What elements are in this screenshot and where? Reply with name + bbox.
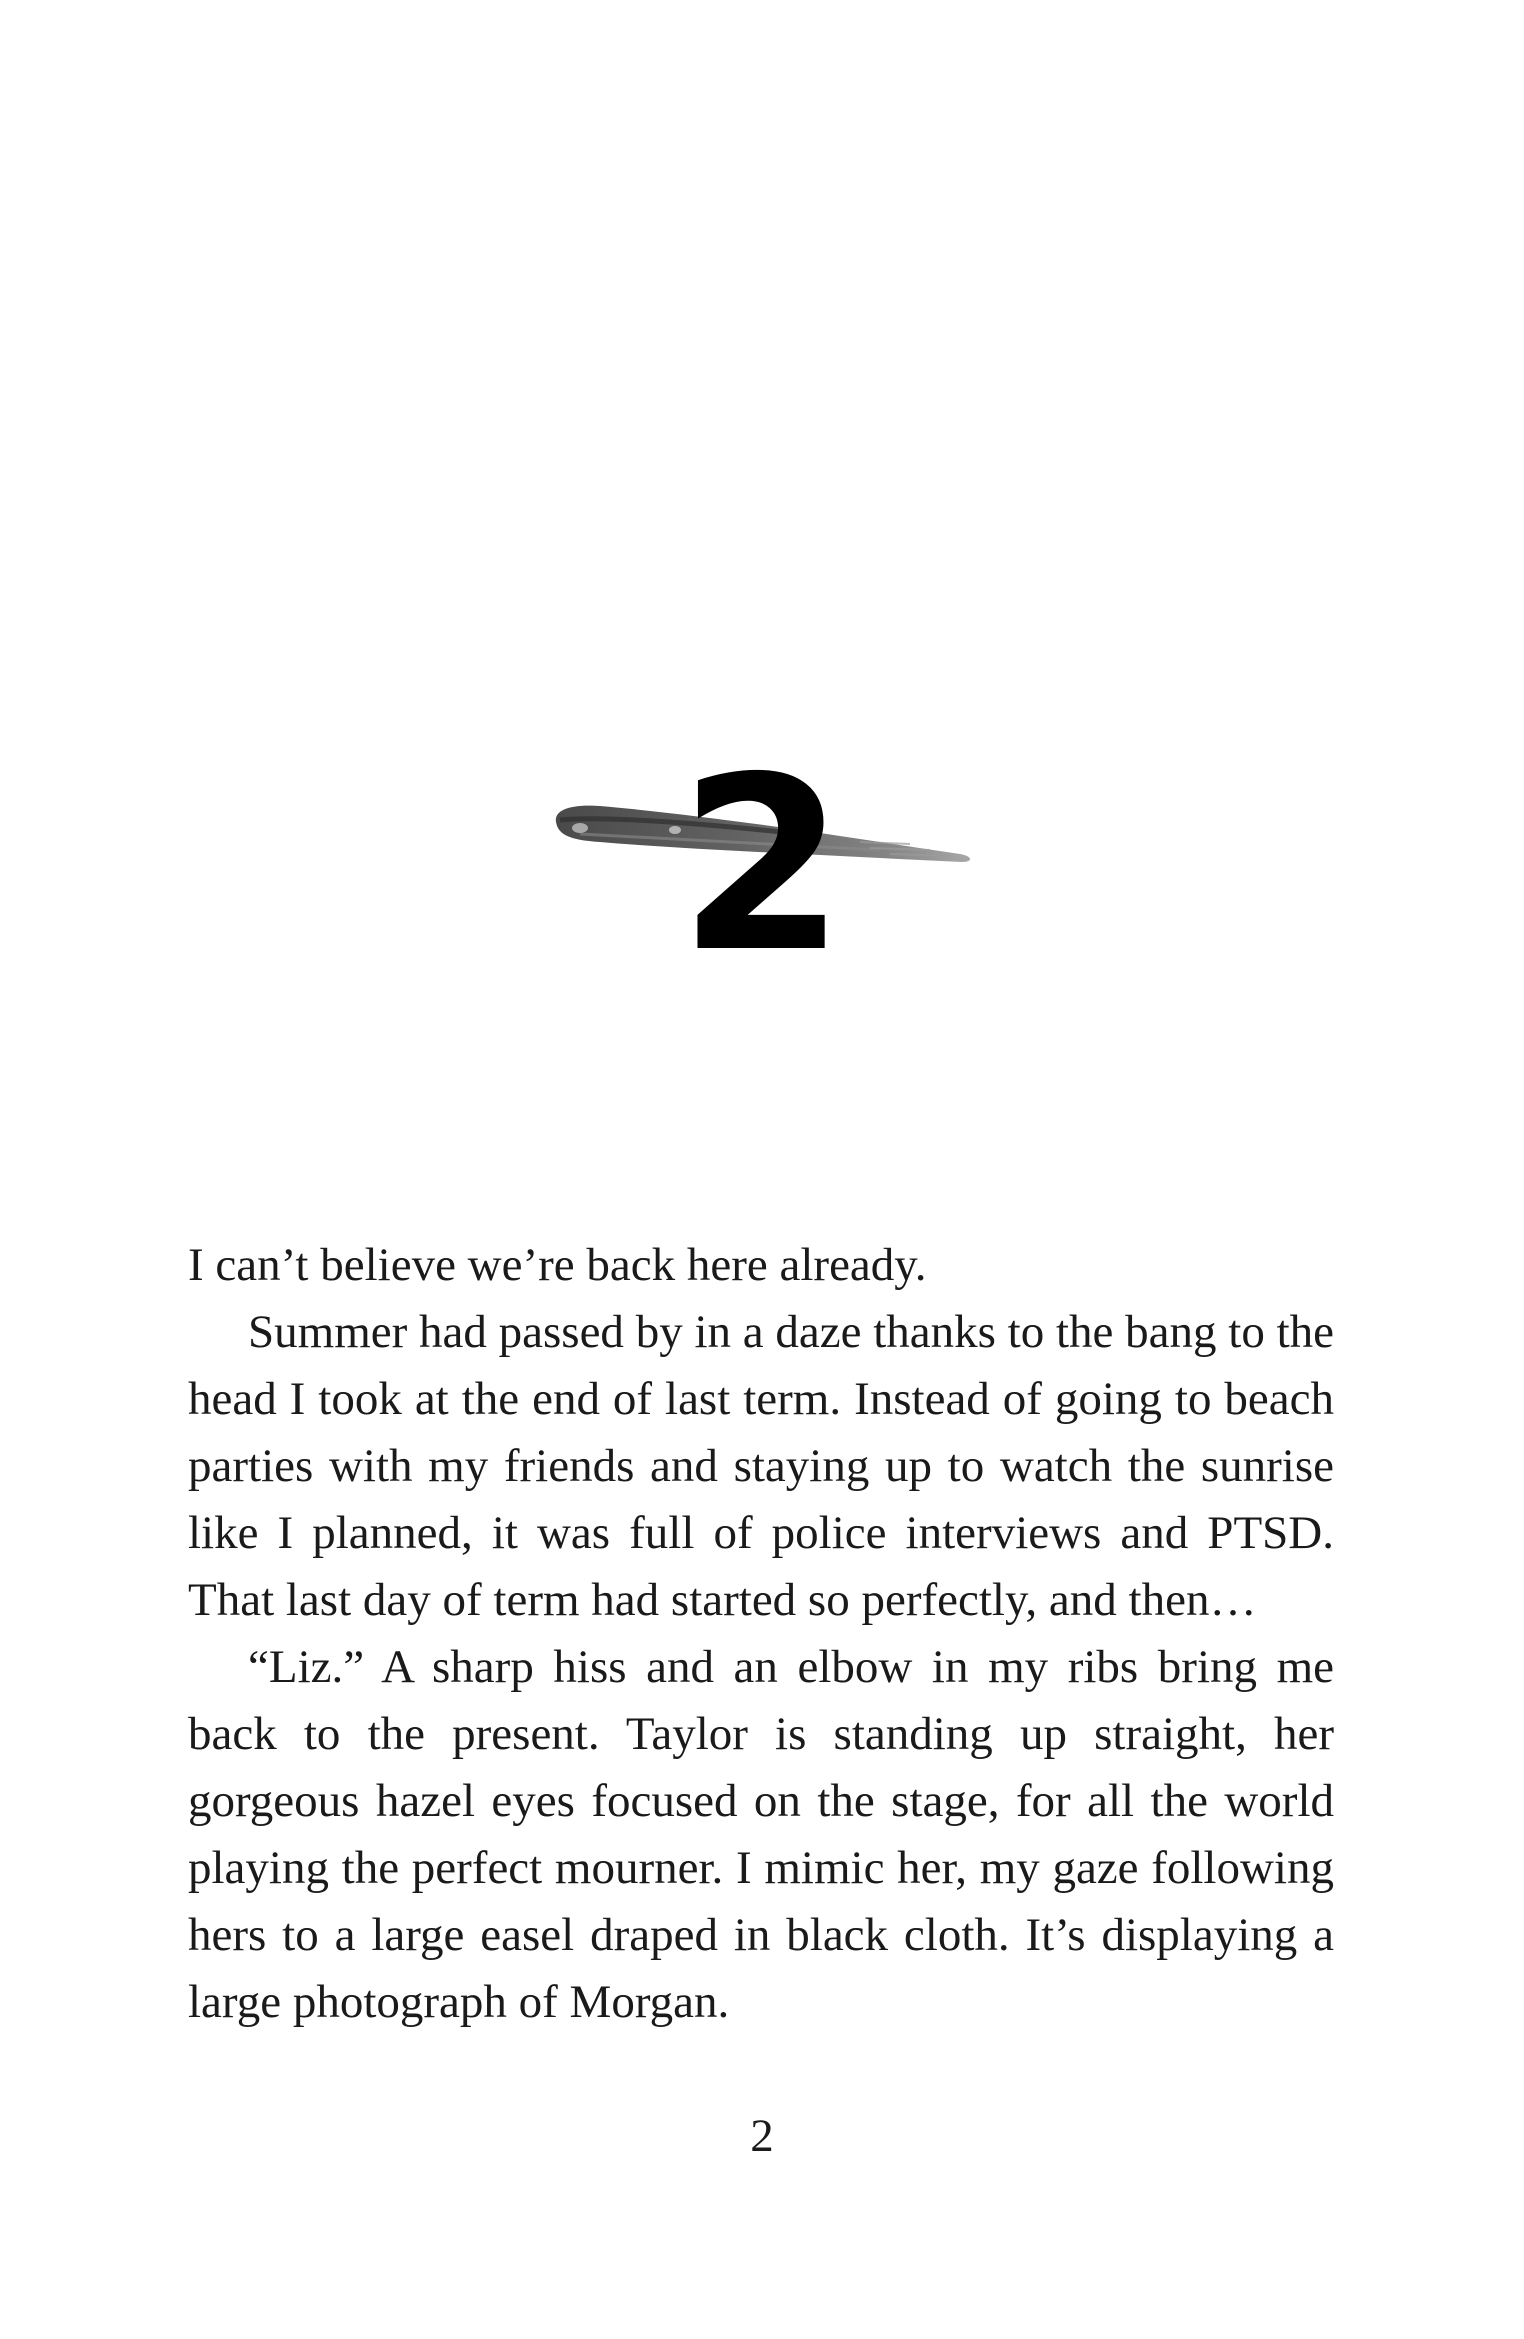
chapter-body: [188, 1232, 1334, 2036]
paragraph-3: “Liz.” A sharp hiss and an elbow in my ribs bring me back to the present. Taylor is standing up straight, her gorgeous hazel eyes focused on the stage, for all the world playing the perfect mourner. I mimic her, my gaze following hers to a large easel draped in black cloth. It’s displaying a large photograph of Morgan.: [188, 1641, 1334, 2028]
chapter-number: 2: [678, 725, 842, 1005]
paragraph-1: I can’t believe we’re back here already.: [188, 1239, 927, 1291]
paragraph-2: Summer had passed by in a daze thanks to the bang to the head I took at the end of last term. Instead of going to beach parties with my friends and staying up to watch the sunrise like I planned, it was full of police interviews and PTSD. That last day of term had started so perfectly, and then…: [188, 1306, 1334, 1626]
page-number: 2: [750, 2110, 774, 2162]
chapter-heading: [540, 725, 980, 1005]
